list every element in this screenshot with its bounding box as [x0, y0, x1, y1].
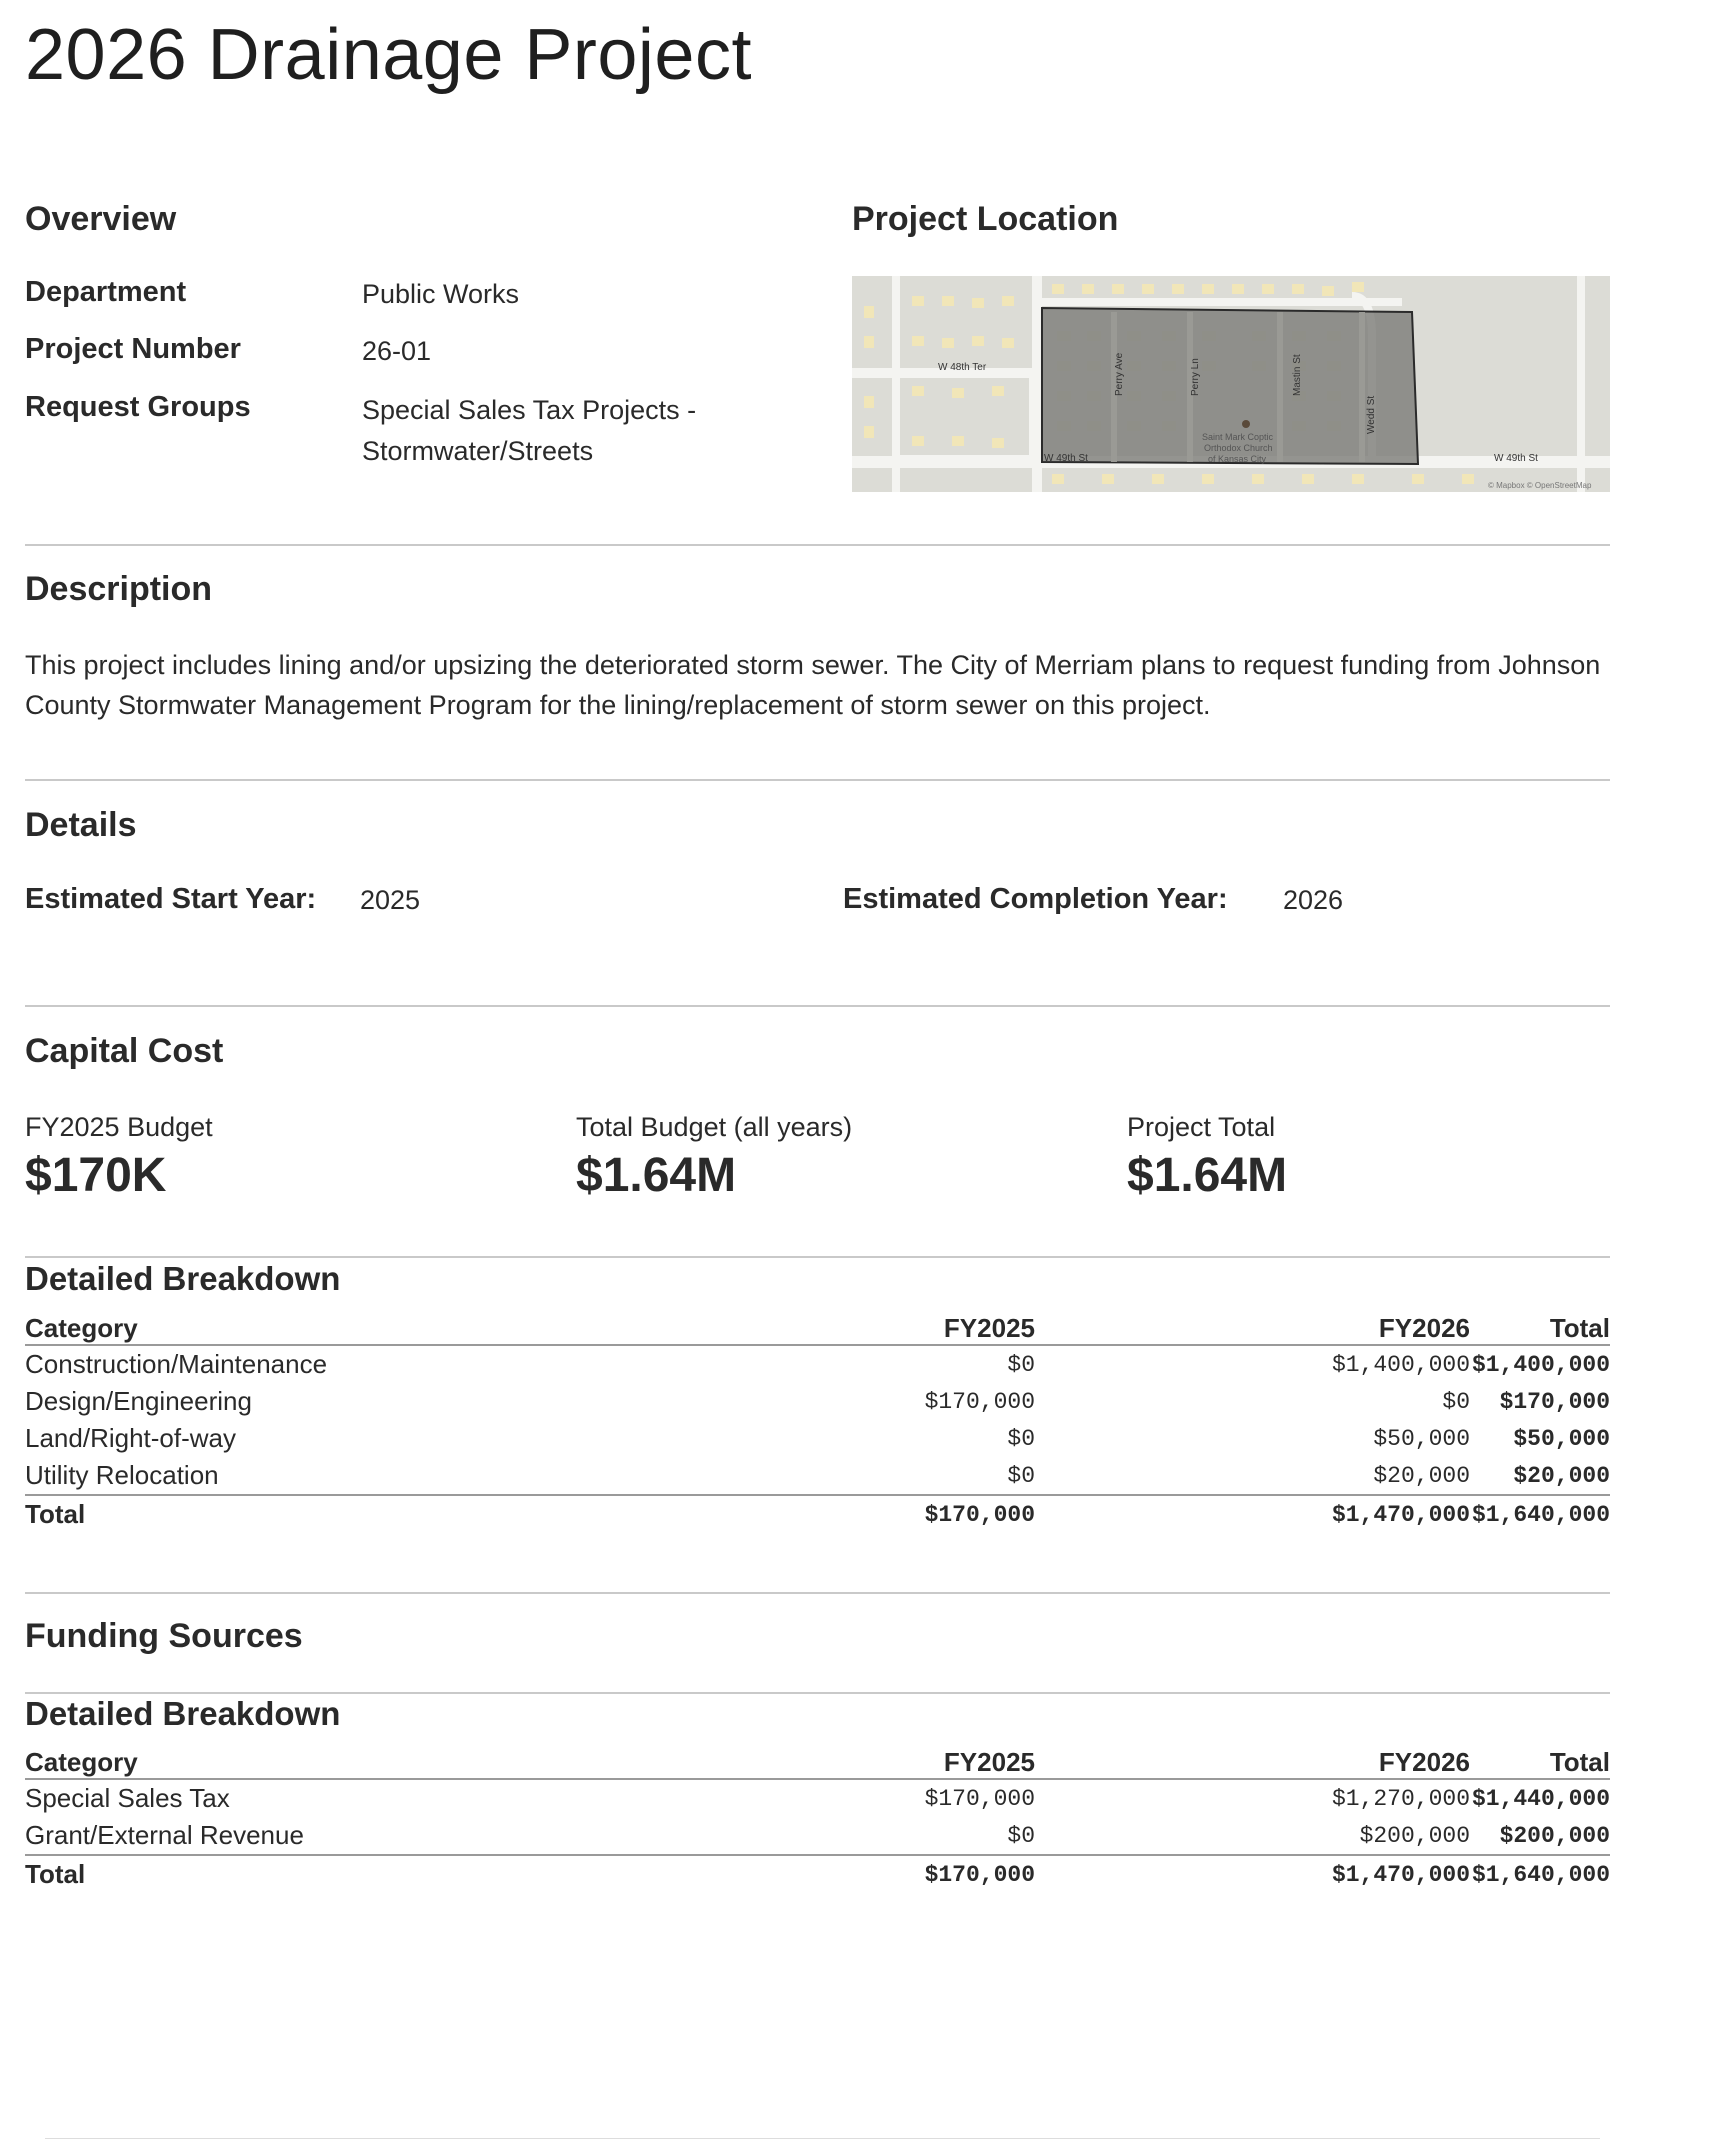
description-text: This project includes lining and/or upsizing the deteriorated storm sewer. The City of Merriam plans to request funding from Johnson County Stormwater Management Program for the lining/replacement of storm sewer on this project.: [25, 650, 1601, 720]
cell-fy2025: $0: [1007, 1425, 1035, 1452]
divider: [25, 1005, 1610, 1007]
cell-fy2026: $1,470,000: [1035, 1855, 1470, 1893]
kpi-fy2025-label: FY2025 Budget: [25, 1112, 213, 1142]
completion-year-value: 2026: [1283, 885, 1344, 915]
cell-fy2025: $170,000: [625, 1855, 1035, 1893]
request-groups-value-line2: Stormwater/Streets: [362, 436, 594, 466]
cell-fy2025: $170,000: [924, 1388, 1035, 1415]
description-heading: Description: [25, 570, 213, 608]
cell-fy2026: $1,270,000: [1331, 1785, 1470, 1812]
map-label-w49-left: W 49th St: [1044, 453, 1088, 464]
start-year-label: Estimated Start Year:: [25, 883, 317, 915]
cell-category: Grant/External Revenue: [25, 1820, 304, 1850]
department-value: Public Works: [362, 279, 520, 309]
cell-fy2025: $0: [1007, 1822, 1035, 1849]
map-label-church-3: of Kansas City: [1208, 454, 1267, 464]
location-heading: Project Location: [852, 200, 1119, 238]
cell-category: Utility Relocation: [25, 1460, 219, 1490]
map-label-mastin: Mastin St: [1292, 354, 1303, 396]
cell-fy2026: $0: [1442, 1388, 1470, 1415]
cell-fy2026: $20,000: [1373, 1462, 1470, 1489]
cell-total: $20,000: [1513, 1462, 1610, 1489]
cell-category: Total: [25, 1855, 625, 1893]
divider: [25, 1692, 1610, 1694]
cell-fy2026: $1,470,000: [1035, 1495, 1470, 1533]
cell-fy2026: $50,000: [1373, 1425, 1470, 1452]
kpi-fy2025-value: $170K: [25, 1149, 167, 1202]
cell-total: $200,000: [1499, 1822, 1610, 1849]
table-row: [25, 1383, 1610, 1420]
project-number-value: 26-01: [362, 336, 432, 366]
kpi-project-total-label: Project Total: [1127, 1112, 1276, 1142]
divider: [25, 544, 1610, 546]
column-header: FY2026: [1035, 1306, 1470, 1345]
capital-breakdown-table: [25, 1306, 1610, 1533]
table-row: [25, 1345, 1610, 1383]
cell-fy2025: $170,000: [625, 1495, 1035, 1533]
map-label-wedd: Wedd St: [1366, 395, 1377, 434]
cell-total: $170,000: [1499, 1388, 1610, 1415]
column-header: FY2025: [625, 1306, 1035, 1345]
column-header: Total: [1470, 1740, 1610, 1779]
kpi-total-budget-value: $1.64M: [576, 1149, 737, 1202]
table-row: [25, 1817, 1610, 1855]
cell-fy2025: $0: [1007, 1351, 1035, 1378]
kpi-total-budget-label: Total Budget (all years): [576, 1112, 853, 1142]
table-header-row: [25, 1740, 1610, 1779]
request-groups-label: Request Groups: [25, 391, 251, 423]
request-groups-value-line1: Special Sales Tax Projects -: [362, 395, 697, 425]
overview-heading: Overview: [25, 200, 177, 238]
start-year-value: 2025: [360, 885, 421, 915]
map-label-w48: W 48th Ter: [938, 362, 987, 373]
column-header: FY2025: [625, 1740, 1035, 1779]
details-heading: Details: [25, 806, 137, 844]
table-total-row: [25, 1855, 1610, 1893]
table-row: [25, 1420, 1610, 1457]
cell-fy2026: $1,400,000: [1331, 1351, 1470, 1378]
divider: [25, 1256, 1610, 1258]
cell-total: $1,400,000: [1471, 1351, 1610, 1378]
cell-category: Land/Right-of-way: [25, 1423, 236, 1453]
cell-category: Total: [25, 1495, 625, 1533]
page-title: 2026 Drainage Project: [25, 15, 752, 95]
column-header: Category: [25, 1740, 625, 1779]
funding-breakdown-table: [25, 1740, 1610, 1893]
divider: [25, 1592, 1610, 1594]
cell-total: $1,640,000: [1470, 1495, 1610, 1533]
divider: [25, 779, 1610, 781]
column-header: FY2026: [1035, 1740, 1470, 1779]
column-header: Total: [1470, 1306, 1610, 1345]
map-label-perry-ln: Perry Ln: [1190, 358, 1201, 396]
map-label-perry-ave: Perry Ave: [1114, 352, 1125, 396]
cell-total: $1,440,000: [1471, 1785, 1610, 1812]
cell-total: $50,000: [1513, 1425, 1610, 1452]
table-row: [25, 1779, 1610, 1817]
footer-divider: [45, 2138, 1600, 2139]
kpi-project-total-value: $1.64M: [1127, 1149, 1288, 1202]
table-row: [25, 1457, 1610, 1495]
cell-fy2026: $200,000: [1359, 1822, 1470, 1849]
cell-fy2025: $0: [1007, 1462, 1035, 1489]
column-header: Category: [25, 1306, 625, 1345]
funding-breakdown-heading: Detailed Breakdown: [25, 1695, 341, 1732]
cell-fy2025: $170,000: [924, 1785, 1035, 1812]
map-label-church-2: Orthodox Church: [1204, 443, 1273, 453]
map-attribution: © Mapbox © OpenStreetMap: [1488, 481, 1592, 490]
cell-total: $1,640,000: [1470, 1855, 1610, 1893]
table-header-row: [25, 1306, 1610, 1345]
capital-breakdown-heading: Detailed Breakdown: [25, 1260, 341, 1297]
map-label-church-1: Saint Mark Coptic: [1202, 432, 1274, 442]
cell-category: Construction/Maintenance: [25, 1349, 328, 1379]
cell-category: Special Sales Tax: [25, 1783, 230, 1813]
funding-heading: Funding Sources: [25, 1617, 303, 1655]
capital-cost-heading: Capital Cost: [25, 1032, 224, 1070]
completion-year-label: Estimated Completion Year:: [843, 883, 1228, 915]
table-total-row: [25, 1495, 1610, 1533]
project-number-label: Project Number: [25, 333, 241, 365]
map-label-w49-right: W 49th St: [1494, 453, 1538, 464]
cell-category: Design/Engineering: [25, 1386, 252, 1416]
department-label: Department: [25, 276, 187, 308]
project-map[interactable]: [852, 276, 1610, 492]
